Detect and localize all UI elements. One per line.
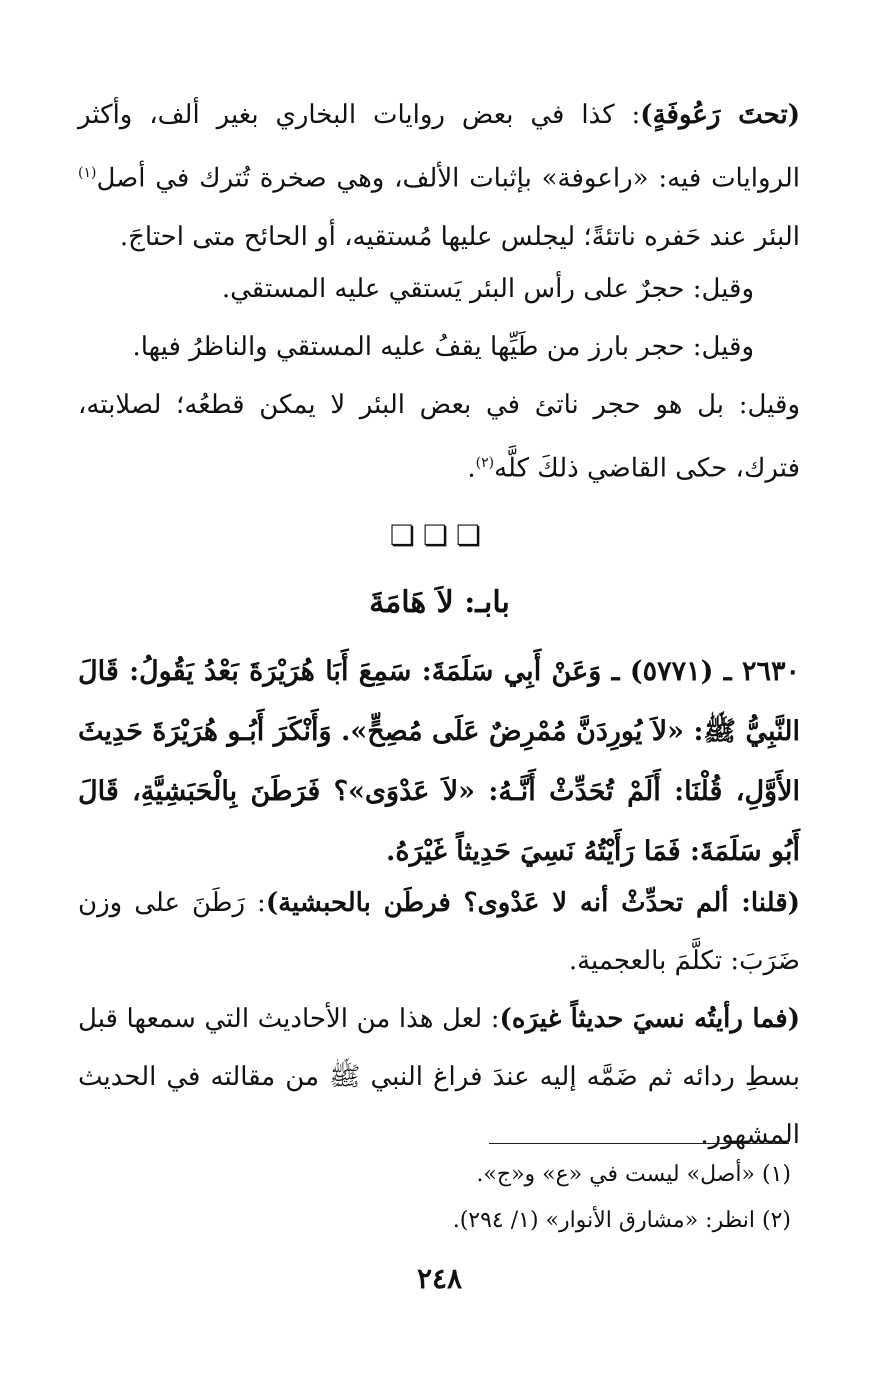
commentary-paragraph-qil-3: وقيل: بل هو حجر ناتئ في بعض البئر لا يمكن قطعُه؛ لصلابته، فترك، حكى القاضي ذلكَ كلَّه$^{(٢)}$. [78,390,800,484]
footnote-1: (١) «أصل» ليست في «ع» و«ج». [476,1162,791,1187]
commentary-paragraph-qil-2: وقيل: حجر بارز من طَيِّها يقفُ عليه المستقي والناظرُ فيها. [132,332,754,362]
commentary-paragraph-raufa [78,86,800,266]
footnote-divider [489,1143,789,1144]
page-number: ٢٤٨ [416,1262,463,1295]
commentary-text: : رَطَنَ على وزن ضَرَبَ: تكلَّمَ بالعجمية. [78,888,800,976]
commentary-paragraph-fama-raaytuhu [78,990,800,1164]
commentary-term: (فما رأيتُه نسيَ حديثاً غيرَه) [499,1004,800,1034]
commentary-text: : لعل هذا من الأحاديث التي سمعها قبل بسطِ ردائه ثم ضَمَّه إليه عندَ فراغ النبي ﷺ من مقالته في الحديث المشهور. [78,1004,800,1150]
section-separator: ❏❏❏ [389,519,490,552]
commentary-paragraph-qil-1: وقيل: حجرٌ على رأس البئر يَستقي عليه المستقي. [221,274,754,304]
commentary-text: وقيل: بل هو حجر ناتئ في بعض البئر لا يمكن قطعُه؛ لصلابته، فترك، حكى القاضي ذلكَ كلَّه [78,390,800,484]
footnote-ref-2: (٢) [475,455,495,471]
commentary-term: (قلنا: ألم تحدِّثْ أنه لا عَدْوى؟ فرطَن بالحبشية) [265,888,800,918]
commentary-text: البئر عند حَفره ناتئةً؛ ليجلس عليها مُستقيه، أو الحائح متى احتاجَ. [119,221,800,252]
hadith-text: ٢٦٣٠ ـ (٥٧٧١) ـ وَعَنْ أَبِي سَلَمَةَ: سَمِعَ أَبَا هُرَيْرَةَ بَعْدُ يَقُولُ: قَالَ النَّبِيُّ ﷺ: «لاَ يُورِدَنَّ مُمْرِضٌ عَلَى مُصِحٍّ». وَأَنْكَرَ أَبُـو هُرَيْرَةَ حَدِيثَ الأَوَّلِ، قُلْنَا: أَلَمْ تُحَدِّثْ أَنَّـهُ: «لاَ عَدْوَى»؟ فَرَطَنَ بِالْحَبَشِيَّةِ، قَالَ أَبُو سَلَمَةَ: فَمَا رَأَيْتُهُ نَسِيَ حَدِيثاً غَيْرَهُ. [78,656,800,867]
footnote-ref-1: (١) [78,165,97,181]
commentary-term: (تحتَ رَعُوفَةٍ) [640,100,801,130]
chapter-title: بابـ: لاَ هَامَةَ [369,585,510,620]
commentary-paragraph-qulna [78,874,800,990]
footnote-2: (٢) انظر: «مشارق الأنوار» (١/ ٢٩٤). [452,1208,791,1233]
commentary-text: : كذا في بعض روايات البخاري بغير ألف، وأكثر الروايات فيه: «راعوفة» بإثبات الألف، وهي صخرة تُترك في أصل [78,100,800,194]
